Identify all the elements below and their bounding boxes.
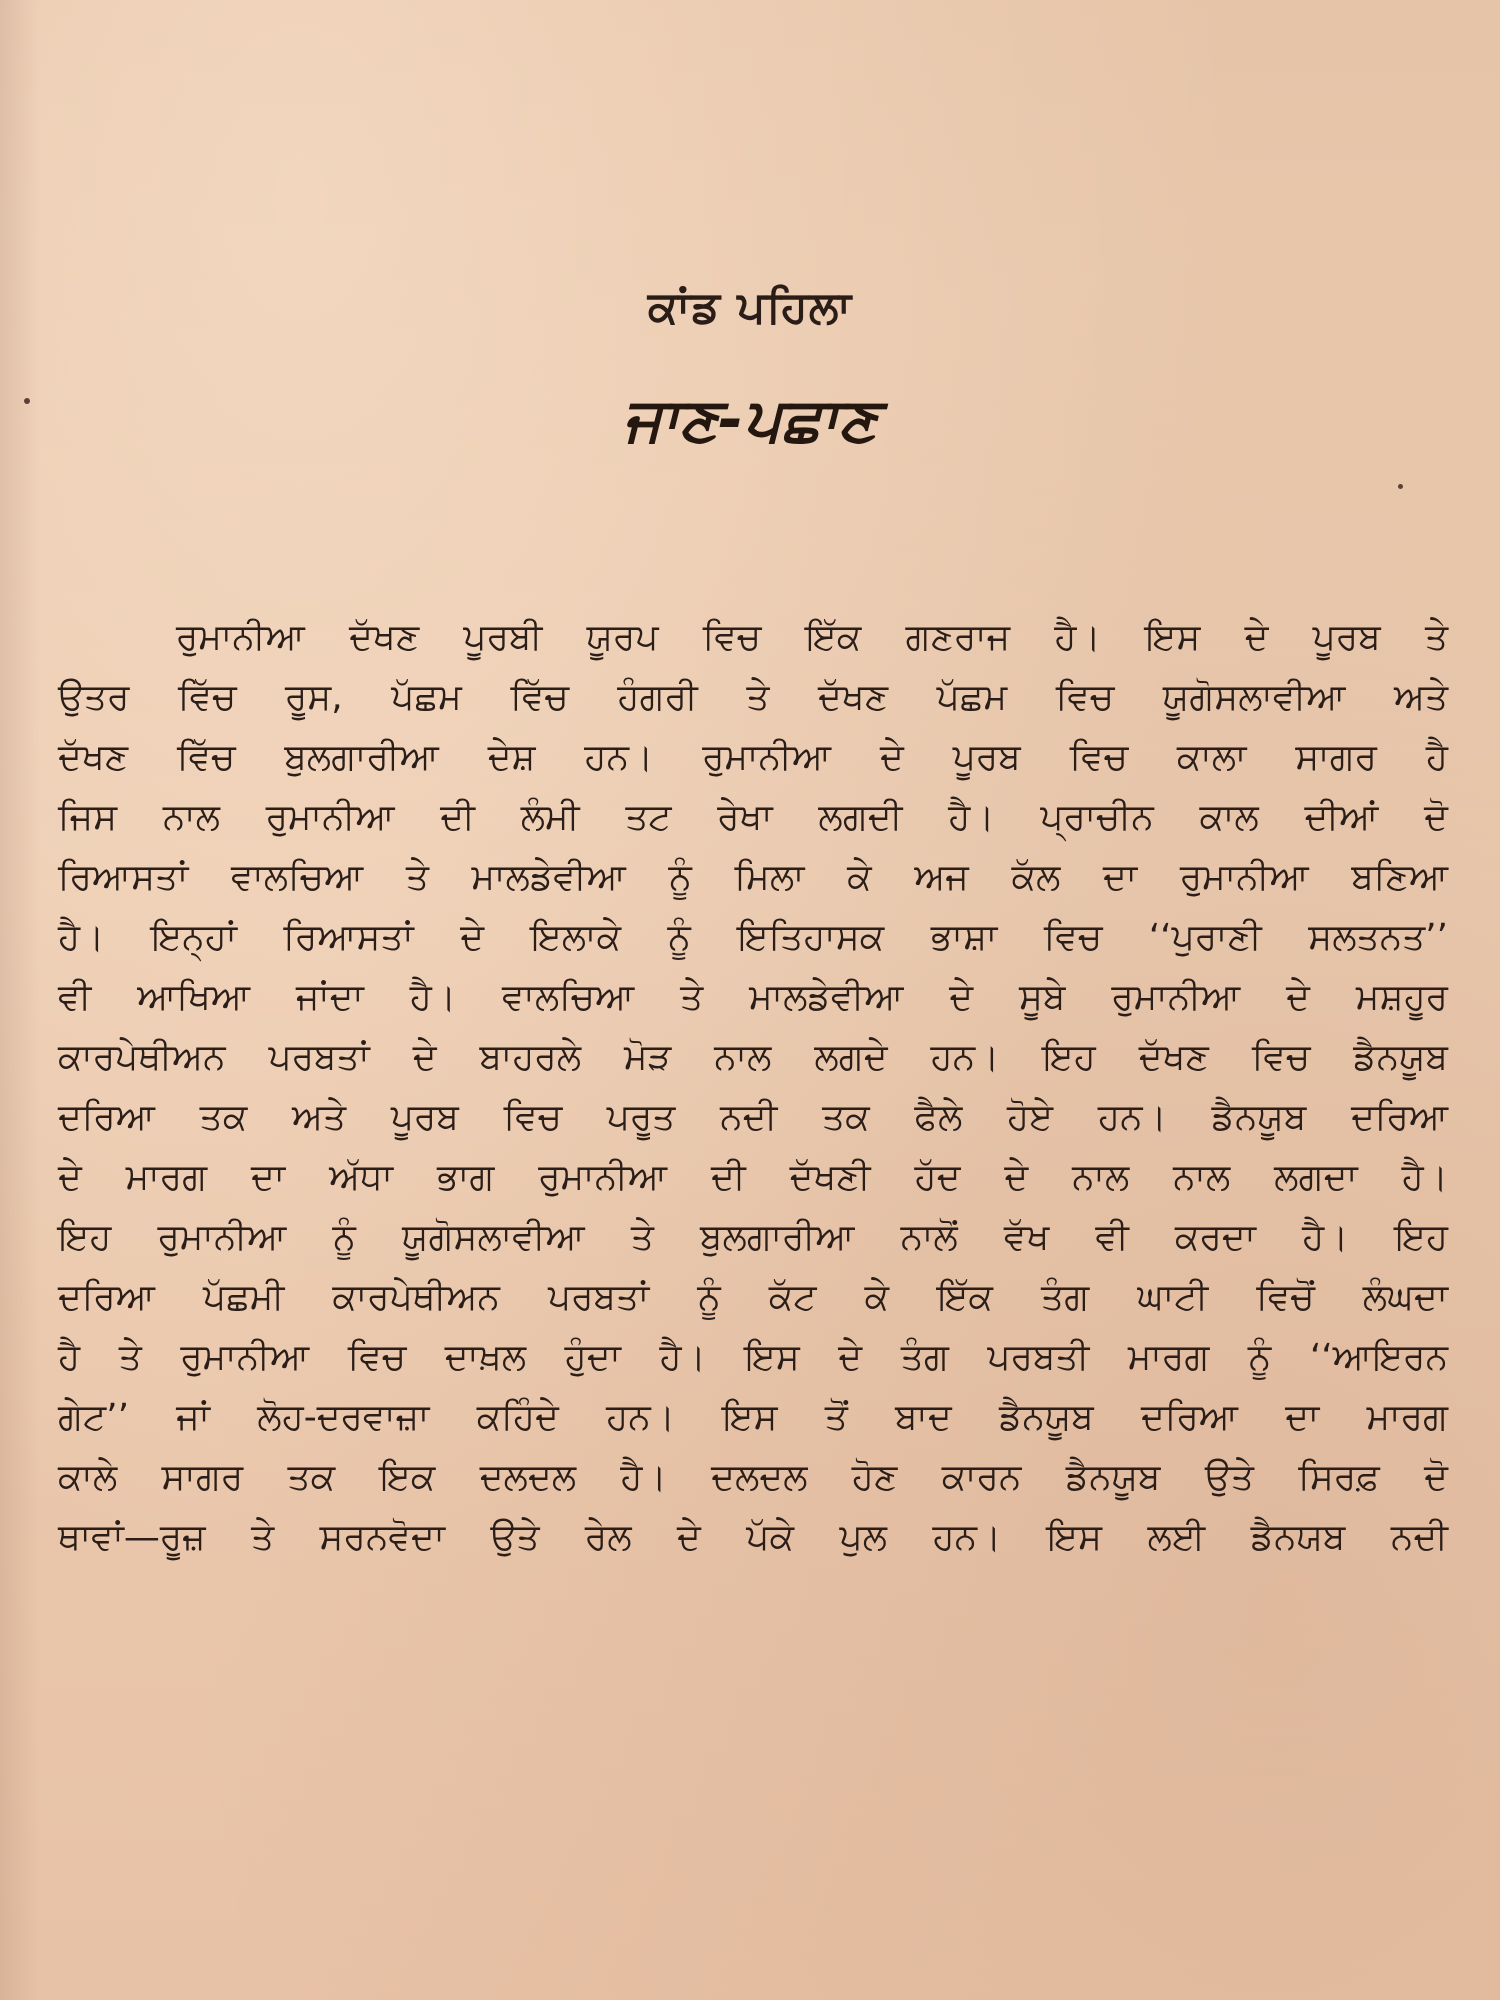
text-line: ਦਰਿਆ ਪੱਛਮੀ ਕਾਰਪੇਥੀਅਨ ਪਰਬਤਾਂ ਨੂੰ ਕੱਟ ਕੇ ਇੱਕ ਤੰਗ ਘਾਟੀ ਵਿਚੋਂ ਲੰਘਦਾ [58, 1277, 1448, 1318]
chapter-title: ਜਾਣ-ਪਛਾਣ [622, 385, 878, 455]
text-line: ਗੇਟ’’ ਜਾਂ ਲੋਹ-ਦਰਵਾਜ਼ਾ ਕਹਿੰਦੇ ਹਨ। ਇਸ ਤੋਂ ਬਾਦ ਡੈਨਯੂਬ ਦਰਿਆ ਦਾ ਮਾਰਗ [58, 1397, 1448, 1438]
text-line: ਕਾਰਪੇਥੀਅਨ ਪਰਬਤਾਂ ਦੇ ਬਾਹਰਲੇ ਮੋੜ ਨਾਲ ਲਗਦੇ ਹਨ। ਇਹ ਦੱਖਣ ਵਿਚ ਡੈਨਯੂਬ [58, 1037, 1448, 1078]
paper-speck [1398, 484, 1403, 489]
body-paragraph [58, 608, 1448, 1568]
text-line: ਰਿਆਸਤਾਂ ਵਾਲਚਿਆ ਤੇ ਮਾਲਡੇਵੀਆ ਨੂੰ ਮਿਲਾ ਕੇ ਅਜ ਕੱਲ ਦਾ ਰੁਮਾਨੀਆ ਬਣਿਆ [58, 857, 1448, 898]
text-line: ਥਾਵਾਂ—ਰੂਜ਼ ਤੇ ਸਰਨਵੋਦਾ ਉਤੇ ਰੇਲ ਦੇ ਪੱਕੇ ਪੁਲ ਹਨ। ਇਸ ਲਈ ਡੈਨਯਬ ਨਦੀ [58, 1517, 1448, 1558]
text-line: ਦੱਖਣ ਵਿੱਚ ਬੁਲਗਾਰੀਆ ਦੇਸ਼ ਹਨ। ਰੁਮਾਨੀਆ ਦੇ ਪੂਰਬ ਵਿਚ ਕਾਲਾ ਸਾਗਰ ਹੈ [58, 737, 1448, 778]
text-line: ਵੀ ਆਖਿਆ ਜਾਂਦਾ ਹੈ। ਵਾਲਚਿਆ ਤੇ ਮਾਲਡੇਵੀਆ ਦੇ ਸੂਬੇ ਰੁਮਾਨੀਆ ਦੇ ਮਸ਼ਹੂਰ [58, 977, 1448, 1018]
text-line: ਜਿਸ ਨਾਲ ਰੁਮਾਨੀਆ ਦੀ ਲੰਮੀ ਤਟ ਰੇਖਾ ਲਗਦੀ ਹੈ। ਪ੍ਰਾਚੀਨ ਕਾਲ ਦੀਆਂ ਦੋ [58, 797, 1448, 838]
text-line: ਇਹ ਰੁਮਾਨੀਆ ਨੂੰ ਯੂਗੋਸਲਾਵੀਆ ਤੇ ਬੁਲਗਾਰੀਆ ਨਾਲੋਂ ਵੱਖ ਵੀ ਕਰਦਾ ਹੈ। ਇਹ [58, 1217, 1448, 1258]
text-line: ਹੈ। ਇਨ੍ਹਾਂ ਰਿਆਸਤਾਂ ਦੇ ਇਲਾਕੇ ਨੂੰ ਇਤਿਹਾਸਕ ਭਾਸ਼ਾ ਵਿਚ ‘‘ਪੁਰਾਣੀ ਸਲਤਨਤ’’ [58, 917, 1448, 958]
text-line: ਕਾਲੇ ਸਾਗਰ ਤਕ ਇਕ ਦਲਦਲ ਹੈ। ਦਲਦਲ ਹੋਣ ਕਾਰਨ ਡੈਨਯੂਬ ਉਤੇ ਸਿਰਫ਼ ਦੋ [58, 1457, 1448, 1498]
text-line: ਹੈ ਤੇ ਰੁਮਾਨੀਆ ਵਿਚ ਦਾਖ਼ਲ ਹੁੰਦਾ ਹੈ। ਇਸ ਦੇ ਤੰਗ ਪਰਬਤੀ ਮਾਰਗ ਨੂੰ ‘‘ਆਇਰਨ [58, 1337, 1448, 1378]
text-line: ਰੁਮਾਨੀਆ ਦੱਖਣ ਪੂਰਬੀ ਯੂਰਪ ਵਿਚ ਇੱਕ ਗਣਰਾਜ ਹੈ। ਇਸ ਦੇ ਪੂਰਬ ਤੇ [176, 617, 1448, 658]
chapter-label: ਕਾਂਡ ਪਹਿਲਾ [647, 282, 853, 333]
text-line: ਦੇ ਮਾਰਗ ਦਾ ਅੱਧਾ ਭਾਗ ਰੁਮਾਨੀਆ ਦੀ ਦੱਖਣੀ ਹੱਦ ਦੇ ਨਾਲ ਨਾਲ ਲਗਦਾ ਹੈ। [58, 1157, 1448, 1198]
text-line: ਦਰਿਆ ਤਕ ਅਤੇ ਪੂਰਬ ਵਿਚ ਪਰੂਤ ਨਦੀ ਤਕ ਫੈਲੇ ਹੋਏ ਹਨ। ਡੈਨਯੂਬ ਦਰਿਆ [58, 1097, 1448, 1138]
text-line: ਉਤਰ ਵਿੱਚ ਰੂਸ, ਪੱਛਮ ਵਿੱਚ ਹੰਗਰੀ ਤੇ ਦੱਖਣ ਪੱਛਮ ਵਿਚ ਯੂਗੋਸਲਾਵੀਆ ਅਤੇ [58, 677, 1448, 718]
